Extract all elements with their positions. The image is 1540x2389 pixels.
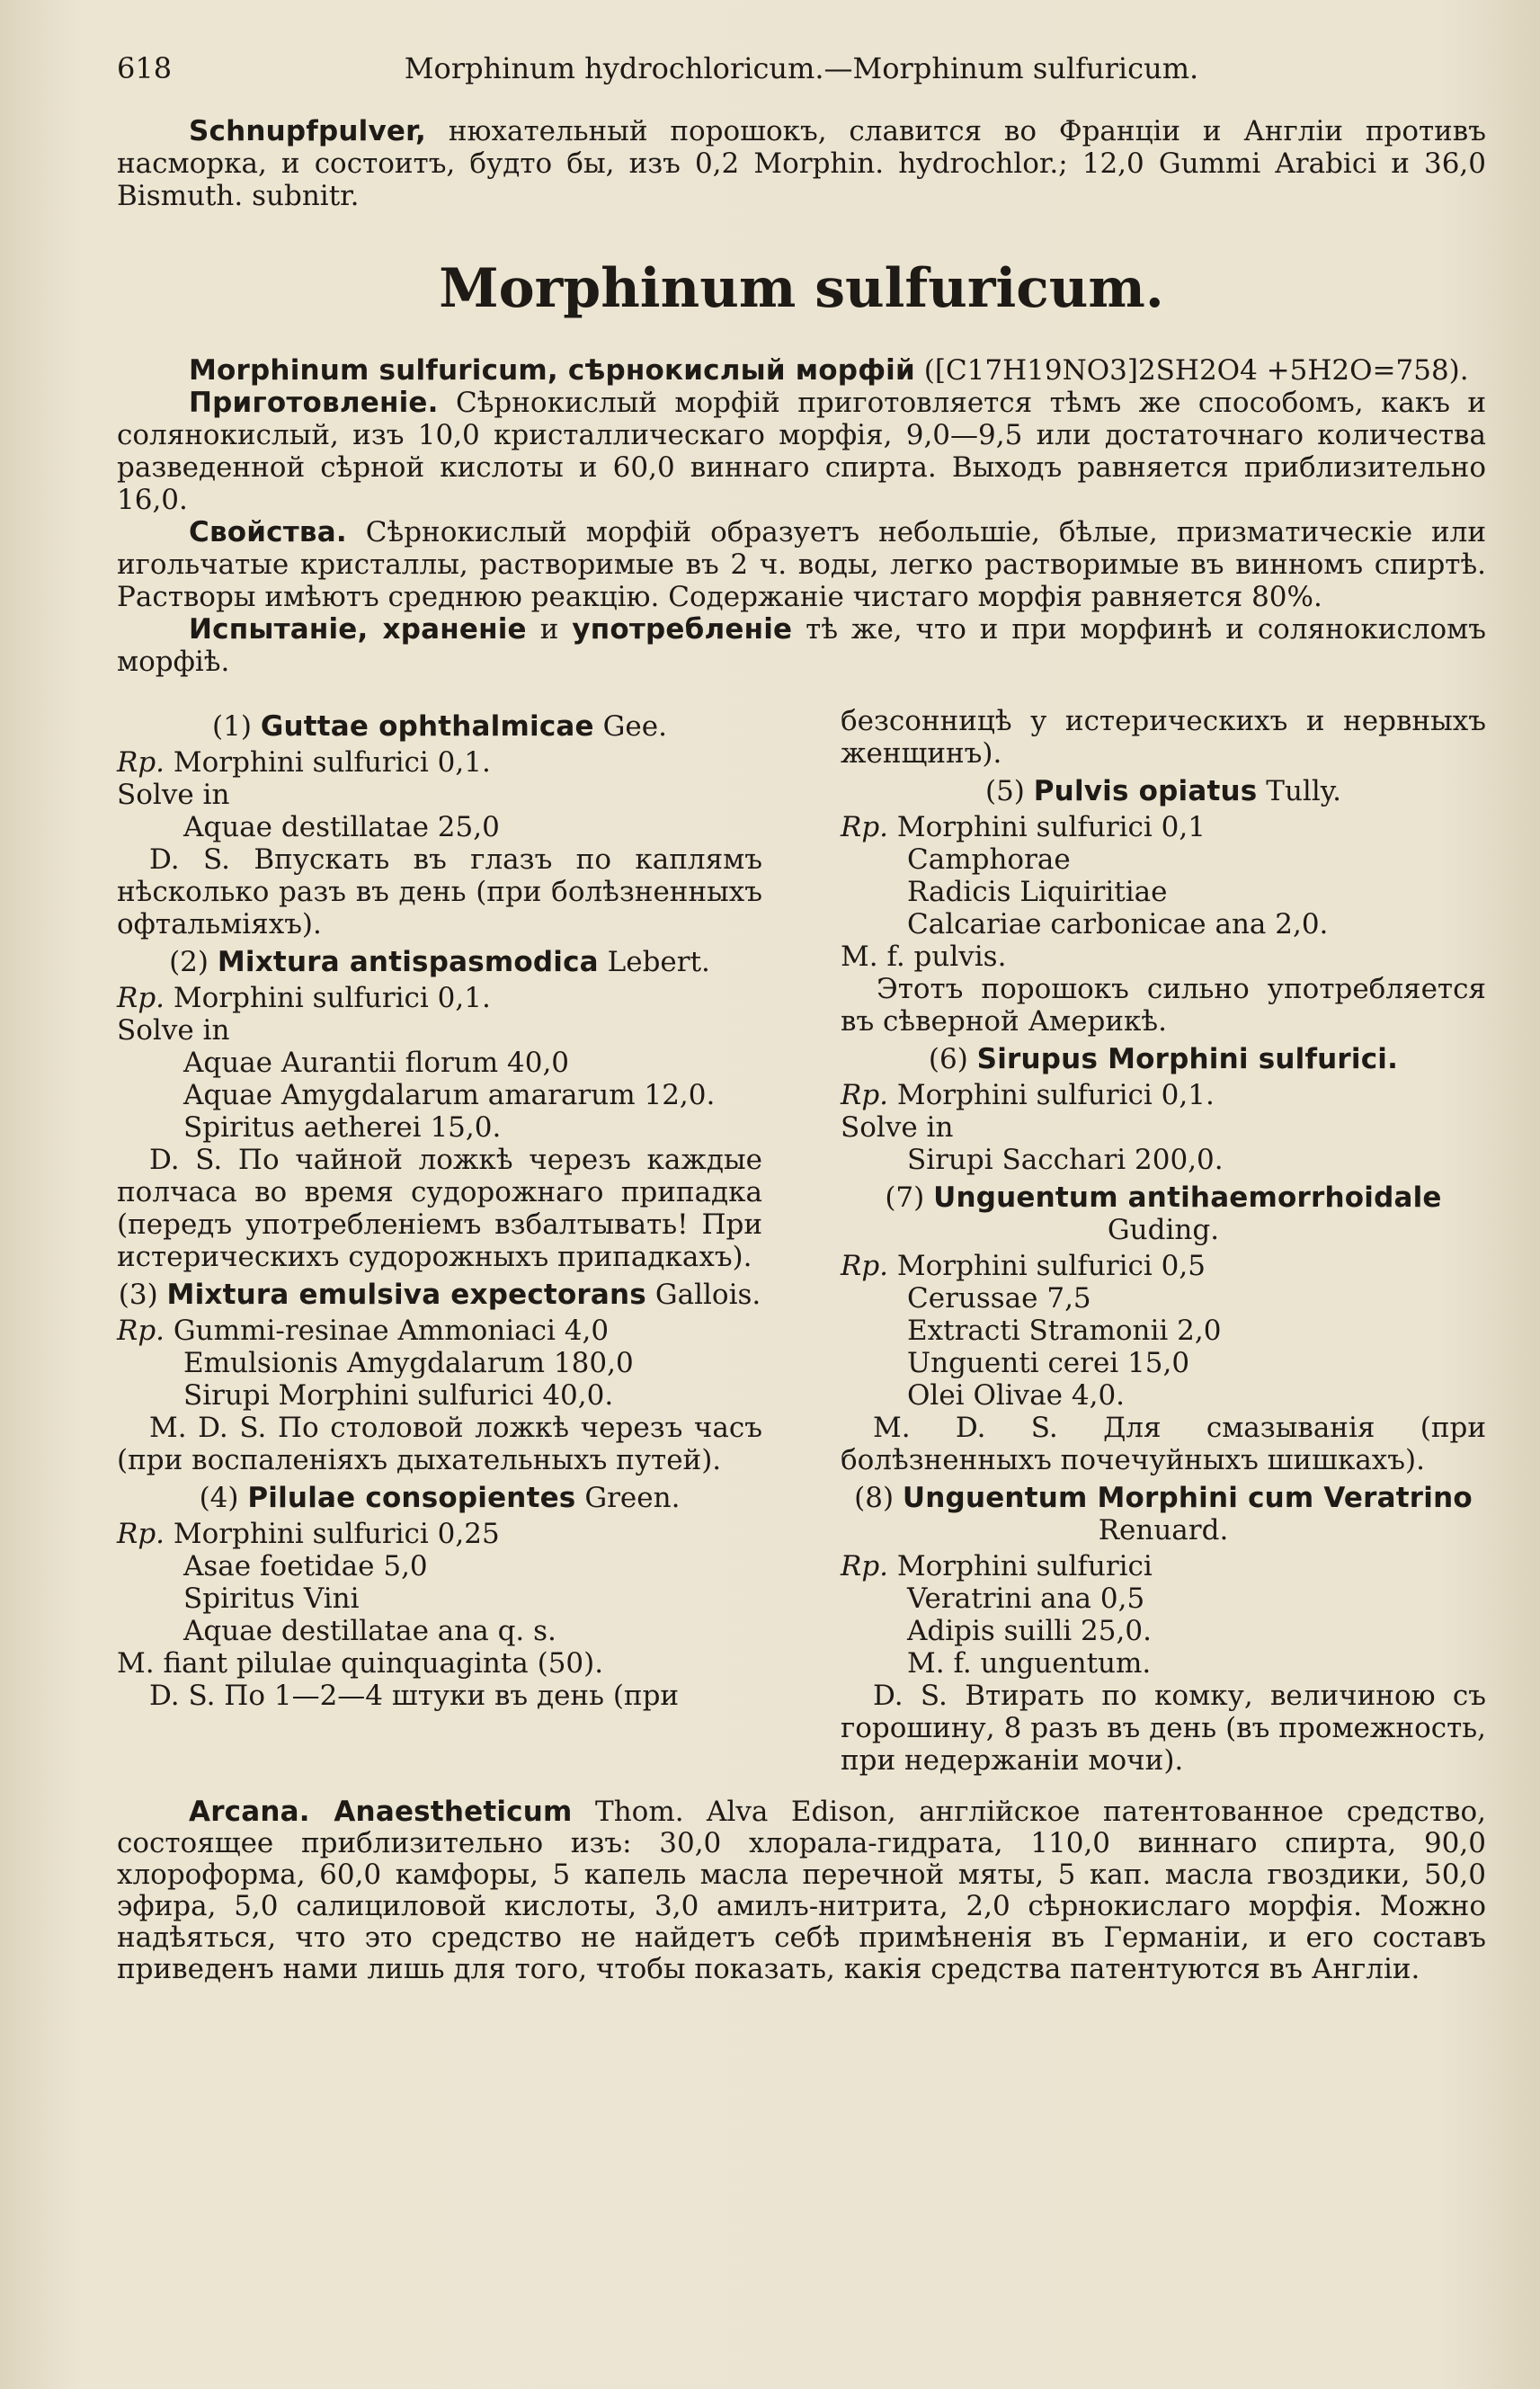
recipe-line: Solve in (841, 1111, 954, 1144)
recipe-line: Asae foetidae 5,0 (183, 1550, 428, 1582)
left-column (117, 705, 762, 1777)
arcana-label: Arcana. Anaestheticum (189, 1796, 573, 1828)
arcana-text: англійское патентованное средство, состоящее приблизительно изъ: 30,0 хлорала-гидрата, 110,0 виннаго спирта, 90,0 хлороформа, 60,0 камфоры, 5 капель масла перечной мяты, 5 кап. масла гвоздики, 50,0 эфира, 5,0 салициловой кислоты, 3,0 амилъ-нитрита, 2,0 сѣрнокислаго морфія. Можно надѣяться, что это средство не найдетъ себѣ примѣненія въ Германіи, и его составъ приведенъ нами лишь для того, чтобы показать, какія средства патентуются въ Англіи. (117, 1796, 1486, 1985)
recipe-title (841, 1181, 1486, 1246)
recipe-line: Aquae Aurantii florum 40,0 (183, 1047, 570, 1079)
recipe-line: M. fiant pilulae quinquaginta (50). (117, 1647, 604, 1680)
recipe-line (841, 1550, 1486, 1582)
recipe-line: Veratrini ana 0,5 (907, 1582, 1145, 1615)
recipe-line: Sirupi Sacchari 200,0. (907, 1144, 1224, 1176)
recipe-name: Unguentum antihaemorrhoidale (933, 1181, 1442, 1214)
recipe-line (117, 1518, 762, 1550)
recipe-title (117, 710, 762, 743)
recipe-signature: M. D. S. Для смазыванія (при болѣзненныхъ почечуйныхъ шишкахъ). (841, 1412, 1486, 1476)
testing-text: тѣ же, что и при морфинѣ и солянокисломъ морфіѣ. (117, 613, 1487, 678)
recipe-line (841, 1079, 1486, 1111)
recipe-line: M. f. unguentum. (907, 1647, 1152, 1680)
rp-mark: Rp. (117, 982, 165, 1014)
ingredient: Morphini sulfurici 0,5 (896, 1250, 1206, 1282)
recipe-name: Mixtura emulsiva expectorans (166, 1279, 646, 1311)
preparation-paragraph (117, 387, 1486, 516)
recipe-columns (117, 705, 1486, 1777)
recipe-line: Adipis suilli 25,0. (907, 1615, 1152, 1647)
recipe-line: Spiritus aetherei 15,0. (183, 1111, 502, 1144)
recipe-number: (4) (199, 1482, 239, 1514)
recipe-title (841, 1482, 1486, 1547)
recipe-line: M. f. pulvis. (841, 940, 1007, 973)
recipe-line (117, 982, 762, 1014)
recipe-number: (5) (984, 775, 1025, 807)
recipe-title (117, 1482, 762, 1514)
recipe-signature: D. S. По чайной ложкѣ черезъ каждые полчаса во время судорожнаго припадка (передъ употребленіемъ взбалтывать! При истерическихъ судорожныхъ припадкахъ). (117, 1144, 762, 1273)
recipe-8 (841, 1482, 1486, 1777)
recipe-line: Radicis Liquiritiae (907, 876, 1168, 908)
recipe-5 (841, 775, 1486, 1038)
recipe-2 (117, 946, 762, 1273)
recipe-author: Gee. (602, 710, 667, 743)
running-title: Morphinum hydrochloricum.—Morphinum sulfuricum. (404, 51, 1199, 85)
properties-text: Сѣрнокислый морфій образуетъ небольшіе, бѣлые, призматическіе или игольчатые кристаллы, растворимые въ 2 ч. воды, легко растворимые въ винномъ спиртѣ. Растворы имѣютъ среднюю реакцію. Содержаніе чистаго морфія равняется 80%. (117, 516, 1486, 613)
running-head (117, 52, 1486, 85)
recipe-line (841, 811, 1486, 843)
section-title: Morphinum sulfuricum. (439, 257, 1164, 320)
ingredient: Morphini sulfurici 0,1 (896, 811, 1206, 843)
recipe-number: (8) (854, 1482, 895, 1514)
recipe-line: Emulsionis Amygdalarum 180,0 (183, 1347, 634, 1379)
recipe-signature: M. D. S. По столовой ложкѣ черезъ часъ (при воспаленіяхъ дыхательныхъ путей). (117, 1412, 762, 1476)
recipe-signature: D. S. По 1—2—4 штуки въ день (при (149, 1680, 680, 1712)
recipe-title (117, 946, 762, 978)
recipe-number: (6) (928, 1043, 968, 1075)
right-column (841, 705, 1486, 1777)
arcana-author: Thom. Alva Edison, (595, 1796, 896, 1828)
recipe-line (841, 1250, 1486, 1282)
recipe-line: Sirupi Morphini sulfurici 40,0. (183, 1379, 614, 1412)
recipe-signature: D. S. Втирать по комку, величиною съ горошину, 8 разъ въ день (въ промежность, при недержаніи мочи). (841, 1680, 1486, 1777)
recipe-note: Этотъ порошокъ сильно употребляется въ сѣверной Америкѣ. (841, 973, 1486, 1038)
intro-name: Morphinum sulfuricum, сѣрнокислый морфій (189, 354, 915, 387)
recipe-line (117, 1315, 762, 1347)
ingredient: Morphini sulfurici 0,25 (173, 1518, 500, 1550)
recipe-line: Aquae destillatae 25,0 (183, 811, 500, 843)
properties-label: Свойства. (189, 516, 347, 548)
recipe-number: (2) (169, 946, 209, 978)
recipe-name: Pulvis opiatus (1033, 775, 1258, 807)
recipe-number: (1) (212, 710, 252, 743)
recipe-author: Gallois. (654, 1279, 761, 1311)
testing-label: Испытаніе, храненіе (189, 613, 527, 646)
recipe-line: Solve in (117, 779, 230, 811)
recipe-4 (117, 1482, 762, 1712)
recipe-name: Sirupus Morphini sulfurici. (976, 1043, 1399, 1075)
recipe-author: Renuard. (1098, 1514, 1229, 1547)
recipe-1 (117, 710, 762, 940)
testing-paragraph (117, 613, 1486, 678)
recipe-author: Tully. (1266, 775, 1342, 807)
recipe-line: Calcariae carbonicae ana 2,0. (907, 908, 1329, 940)
rp-mark: Rp. (841, 1550, 889, 1582)
schnupfpulver-term: Schnupfpulver, (189, 115, 427, 147)
ingredient: Morphini sulfurici (896, 1550, 1153, 1582)
recipe-6 (841, 1043, 1486, 1176)
testing-label-2: употребленіе (572, 613, 793, 646)
arcana-paragraph (117, 1796, 1486, 1985)
rp-mark: Rp. (117, 1315, 165, 1347)
properties-paragraph (117, 516, 1486, 613)
preparation-text: Сѣрнокислый морфій приготовляется тѣмъ же способомъ, какъ и солянокислый, изъ 10,0 кристаллическаго морфія, 9,0—9,5 или достаточнаго количества разведенной сѣрной кислоты и 60,0 виннаго спирта. Выходъ равняется приблизительно 16,0. (117, 387, 1487, 516)
recipe-name: Pilulae consopientes (247, 1482, 576, 1514)
recipe-name: Guttae ophthalmicae (260, 710, 594, 743)
recipe-author: Guding. (1107, 1214, 1220, 1246)
recipe-7 (841, 1181, 1486, 1476)
recipe-signature: D. S. Впускать въ глазъ по каплямъ нѣсколько разъ въ день (при болѣзненныхъ офтальміяхъ). (117, 843, 762, 940)
recipe-number: (3) (118, 1279, 158, 1311)
recipe-line: Solve in (117, 1014, 230, 1047)
recipe-author: Green. (584, 1482, 681, 1514)
ingredient: Morphini sulfurici 0,1. (173, 982, 491, 1014)
preparation-label: Приготовленіе. (189, 387, 439, 419)
recipe-name: Unguentum Morphini cum Veratrino (902, 1482, 1473, 1514)
recipe-line: Unguenti cerei 15,0 (907, 1347, 1190, 1379)
rp-mark: Rp. (117, 1518, 165, 1550)
recipe-title (841, 1043, 1486, 1075)
recipe-line: Olei Olivae 4,0. (907, 1379, 1126, 1412)
rp-mark: Rp. (841, 1250, 889, 1282)
schnupfpulver-paragraph (117, 115, 1486, 212)
rp-mark: Rp. (841, 1079, 889, 1111)
ingredient: Morphini sulfurici 0,1. (896, 1079, 1215, 1111)
recipe-3 (117, 1279, 762, 1476)
recipe-line: Camphorae (907, 843, 1071, 876)
recipe-name: Mixtura antispasmodica (217, 946, 599, 978)
page-number: 618 (117, 51, 173, 85)
recipe-line: Spiritus Vini (183, 1582, 360, 1615)
recipe-title (117, 1279, 762, 1311)
testing-and: и (539, 613, 559, 646)
recipe-line (117, 746, 762, 779)
continued-text: безсонницѣ у истерическихъ и нервныхъ женщинъ). (841, 705, 1486, 770)
ingredient: Gummi-resinae Ammoniaci 4,0 (173, 1315, 610, 1347)
recipe-line: Aquae destillatae ana q. s. (183, 1615, 556, 1647)
recipe-title (841, 775, 1486, 807)
recipe-line: Aquae Amygdalarum amararum 12,0. (183, 1079, 716, 1111)
intro-formula: ([C17H19NO3]2SH2O4 +5H2O=758). (923, 354, 1469, 387)
recipe-line: Extracti Stramonii 2,0 (907, 1315, 1222, 1347)
recipe-author: Lebert. (607, 946, 710, 978)
intro-paragraph (117, 354, 1486, 387)
recipe-number: (7) (885, 1181, 925, 1214)
rp-mark: Rp. (841, 811, 889, 843)
recipe-line: Cerussae 7,5 (907, 1282, 1091, 1315)
rp-mark: Rp. (117, 746, 165, 779)
ingredient: Morphini sulfurici 0,1. (173, 746, 491, 779)
schnupfpulver-text: нюхательный порошокъ, славится во Франціи и Англіи противъ насморка, и состоитъ, будто бы, изъ 0,2 Morphin. hydrochlor.; 12,0 Gummi Arabici и 36,0 Bismuth. subnitr. (117, 115, 1486, 212)
